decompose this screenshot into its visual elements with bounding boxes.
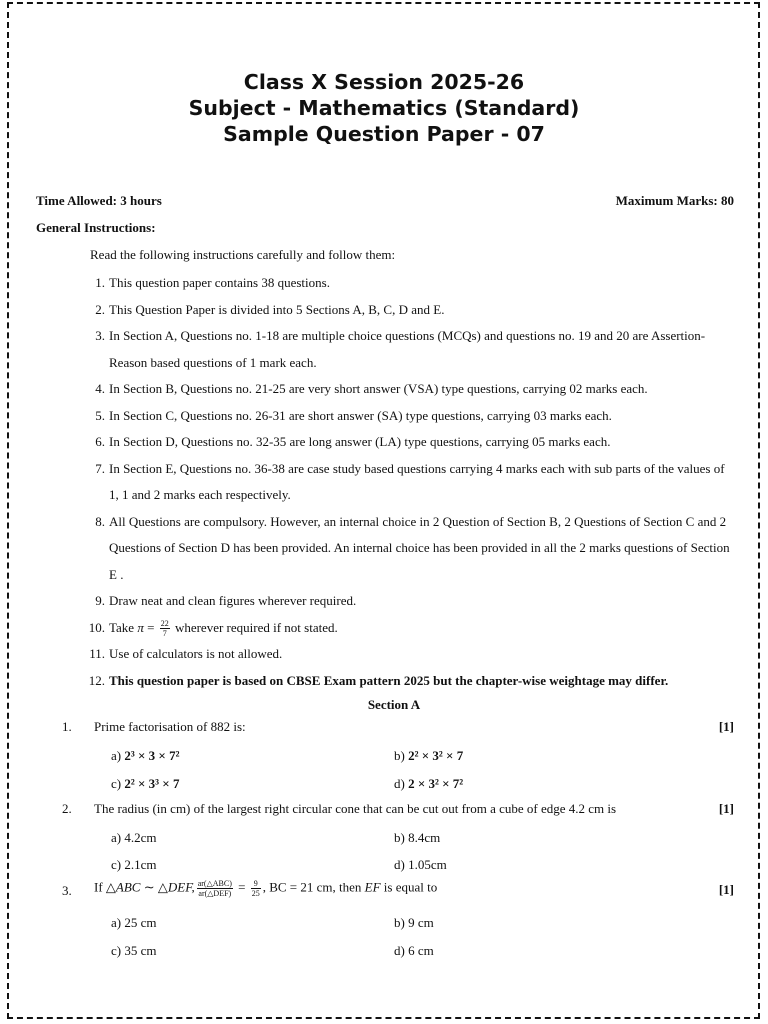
fraction-denominator: ar(△DEF) xyxy=(198,889,232,898)
instruction-item xyxy=(88,403,736,430)
instruction-text: This question paper is based on CBSE Exam pattern 2025 but the chapter-wise weightage may differ. xyxy=(109,672,669,688)
section-a-title: Section A xyxy=(367,697,421,712)
instruction-number: 3. xyxy=(95,328,105,343)
maximum-marks: Maximum Marks: 80 xyxy=(615,193,734,208)
instruction-number: 5. xyxy=(95,407,105,423)
header-paper-number: Sample Question Paper - 07 xyxy=(223,122,545,146)
instruction-number: 2. xyxy=(95,301,105,317)
instruction-take: Take xyxy=(109,619,135,635)
option-d xyxy=(394,776,463,792)
instruction-number: 7. xyxy=(95,460,105,476)
option-a xyxy=(111,748,179,764)
question-text: Prime factorisation of 882 is: xyxy=(94,719,246,734)
time-allowed: Time Allowed: 3 hours xyxy=(36,193,162,208)
option-value: 8.4cm xyxy=(408,830,441,845)
option-b xyxy=(394,915,434,931)
instruction-number: 8. xyxy=(95,513,105,529)
option-label: c) xyxy=(111,857,122,872)
instruction-text: In Section C, Questions no. 26-31 are short answer (SA) type questions, carrying 03 marks each. xyxy=(109,407,612,423)
option-label: c) xyxy=(111,943,122,958)
question-marks: [1] xyxy=(718,801,734,816)
instruction-item xyxy=(88,429,736,456)
option-value: 2² × 3² × 7 xyxy=(408,748,464,763)
option-c xyxy=(111,776,179,792)
instruction-text: Use of calculators is not allowed. xyxy=(109,646,283,661)
instruction-number: 6. xyxy=(95,434,105,449)
question-ask: is equal to xyxy=(383,879,438,895)
question-given: , BC = 21 cm, then xyxy=(262,879,362,895)
option-value: 2² × 3³ × 7 xyxy=(124,776,180,791)
question-number: 2. xyxy=(62,801,72,816)
option-label: a) xyxy=(111,748,122,763)
instruction-text: Draw neat and clean figures wherever required. xyxy=(109,593,357,608)
option-value: 2 × 3² × 7² xyxy=(408,776,464,791)
question-if: If xyxy=(94,879,103,895)
instruction-text: In Section E, Questions no. 36-38 are case study based questions carrying 4 marks each with sub parts of the values of 1, 1 and 2 marks each respectively. xyxy=(109,460,725,502)
general-instructions-heading: General Instructions: xyxy=(36,220,156,235)
variable-ef: EF xyxy=(364,879,381,895)
instructions-intro: Read the following instructions carefully and follow them: xyxy=(90,247,396,262)
ratio-value-fraction xyxy=(251,879,261,898)
fraction-denominator: 25 xyxy=(251,889,260,898)
instruction-text: In Section D, Questions no. 32-35 are long answer (LA) type questions, carrying 05 marks each. xyxy=(109,434,611,449)
instruction-text: All Questions are compulsory. However, an internal choice in 2 Question of Section B, 2 Questions of Section C and 2 Questions of Section D has been provided. An internal choice has been provided in all the 2 marks questions of Section E . xyxy=(109,513,730,582)
equals-sign: = xyxy=(147,619,155,635)
instruction-text: In Section A, Questions no. 1-18 are multiple choice questions (MCQs) and questions no. 19 and 20 are Assertion-Reason based questions of 1 mark each. xyxy=(109,328,706,370)
option-d xyxy=(394,857,447,873)
option-c xyxy=(111,943,157,959)
question-1 xyxy=(0,719,768,739)
area-ratio-fraction xyxy=(197,879,233,898)
option-value: 9 cm xyxy=(408,915,434,930)
fraction-numerator: 22 xyxy=(160,619,169,629)
option-value: 2³ × 3 × 7² xyxy=(124,748,180,763)
question-text: The radius (in cm) of the largest right circular cone that can be cut out from a cube of edge 4.2 cm is xyxy=(94,801,617,816)
question-text xyxy=(94,879,437,898)
instruction-item xyxy=(88,615,736,642)
instruction-item xyxy=(88,588,736,615)
instruction-item xyxy=(88,641,736,668)
instruction-item xyxy=(88,297,736,324)
instructions-list xyxy=(88,270,736,694)
question-number: 1. xyxy=(62,719,72,734)
instruction-item xyxy=(88,509,736,589)
option-label: b) xyxy=(394,915,405,930)
instruction-text: In Section B, Questions no. 21-25 are very short answer (VSA) type questions, carrying 02 marks each. xyxy=(109,381,648,396)
option-label: d) xyxy=(394,776,405,791)
option-label: a) xyxy=(111,830,122,845)
option-value: 2.1cm xyxy=(124,857,157,872)
header-class-session: Class X Session 2025-26 xyxy=(243,70,525,94)
instruction-item xyxy=(88,456,736,509)
question-3 xyxy=(0,879,768,905)
option-value: 1.05cm xyxy=(408,857,447,872)
option-b xyxy=(394,830,440,846)
option-label: a) xyxy=(111,915,122,930)
equals-sign: = xyxy=(238,879,246,895)
question-2 xyxy=(0,801,768,821)
option-label: c) xyxy=(111,776,122,791)
question-number: 3. xyxy=(62,883,72,898)
pi-symbol: π xyxy=(137,619,144,635)
option-value: 4.2cm xyxy=(124,830,157,845)
instruction-number: 4. xyxy=(95,381,105,396)
paper-header xyxy=(0,69,768,147)
option-label: b) xyxy=(394,748,405,763)
header-subject: Subject - Mathematics (Standard) xyxy=(188,96,580,120)
option-b xyxy=(394,748,463,764)
option-a xyxy=(111,830,157,846)
instruction-number: 10. xyxy=(88,619,105,635)
question-marks: [1] xyxy=(718,719,734,734)
instruction-text: This question paper contains 38 questions. xyxy=(109,275,330,290)
question-marks: [1] xyxy=(718,882,734,897)
instruction-number: 11. xyxy=(89,646,105,661)
option-value: 35 cm xyxy=(124,943,157,958)
option-c xyxy=(111,857,157,873)
option-a xyxy=(111,915,157,931)
option-d xyxy=(394,943,434,959)
instruction-number: 9. xyxy=(95,593,105,608)
fraction-numerator: 9 xyxy=(251,879,261,889)
instruction-item xyxy=(88,270,736,297)
instruction-item xyxy=(88,376,736,403)
fraction-numerator: ar(△ABC) xyxy=(197,879,232,888)
fraction-denominator: 7 xyxy=(162,629,167,639)
instruction-text: This Question Paper is divided into 5 Sections A, B, C, D and E. xyxy=(109,301,445,317)
option-label: d) xyxy=(394,943,405,958)
option-value: 25 cm xyxy=(124,915,157,930)
option-value: 6 cm xyxy=(408,943,434,958)
option-label: d) xyxy=(394,857,405,872)
instruction-item xyxy=(88,668,736,695)
instruction-text: wherever required if not stated. xyxy=(174,619,338,635)
instruction-item xyxy=(88,323,736,376)
option-label: b) xyxy=(394,830,405,845)
similarity-expression: △ABC ∼ △DEF, xyxy=(105,879,195,895)
instruction-number: 1. xyxy=(95,275,105,290)
instruction-number: 12. xyxy=(88,672,105,688)
pi-fraction xyxy=(160,619,170,638)
